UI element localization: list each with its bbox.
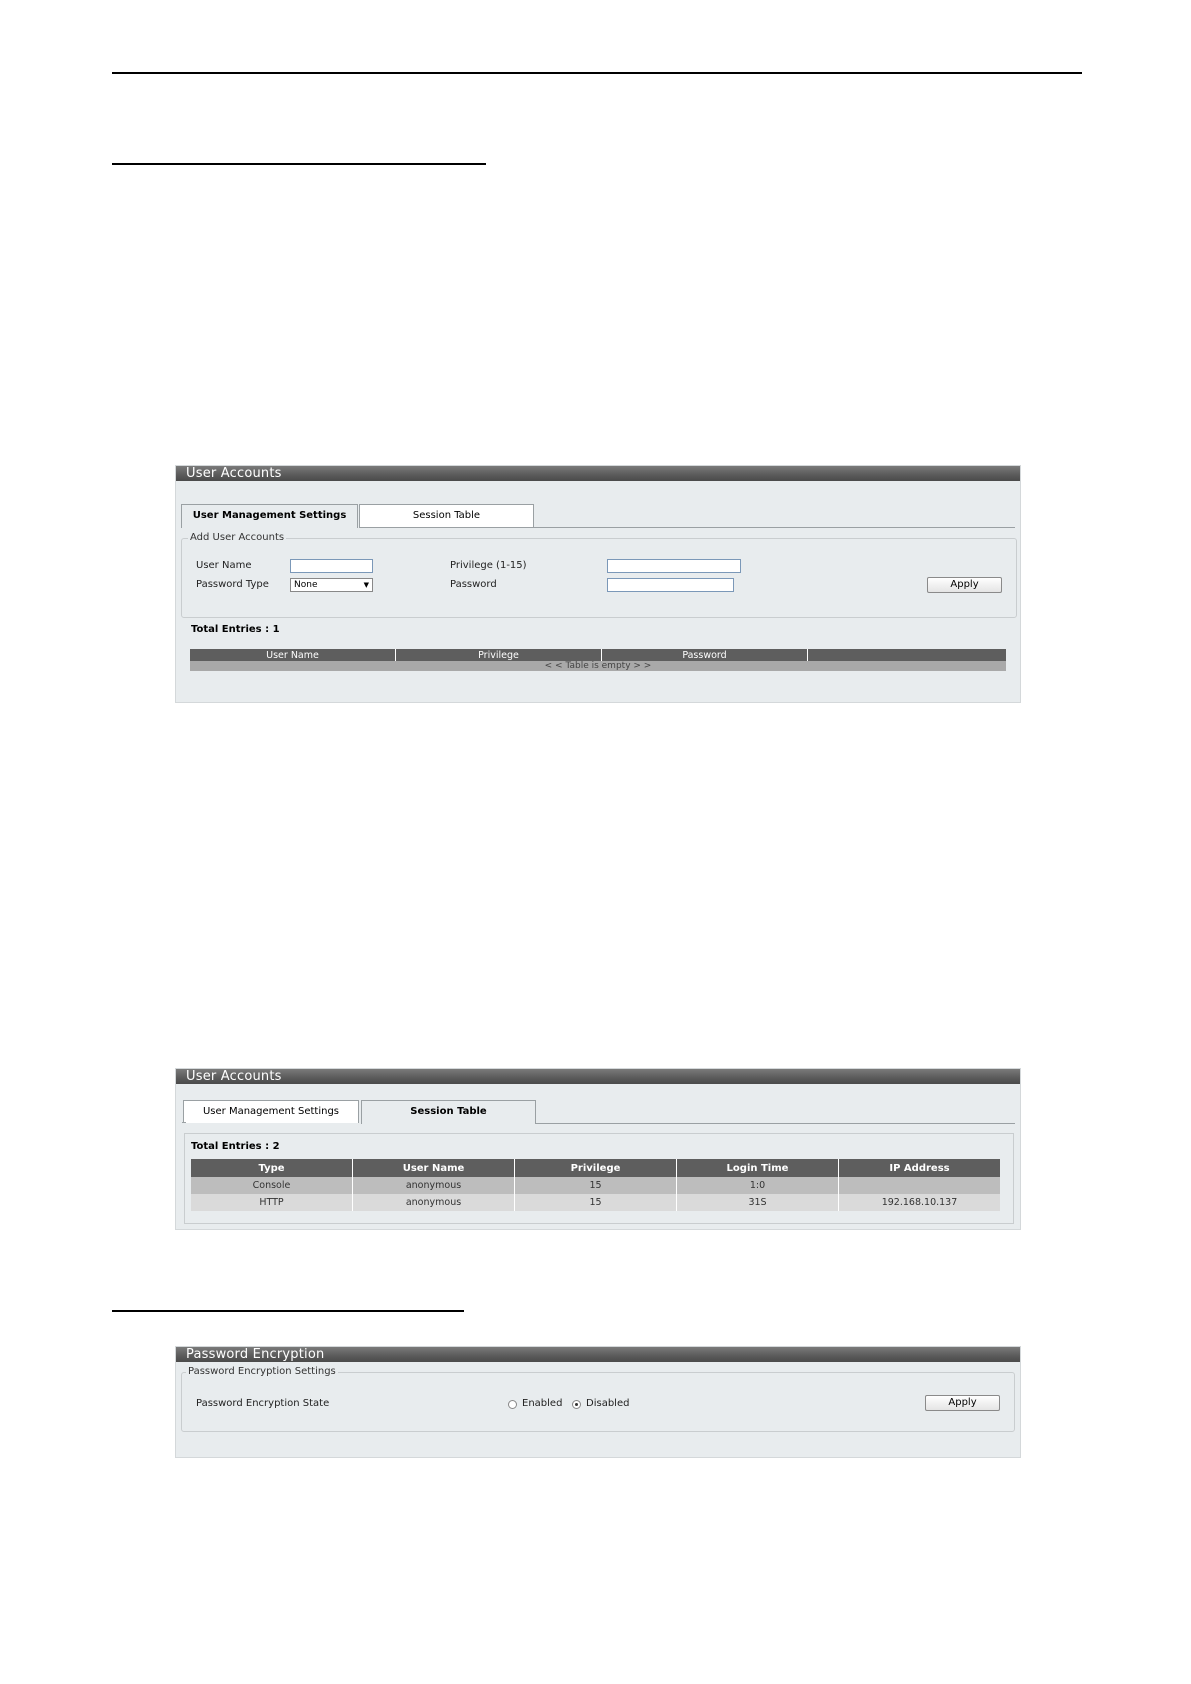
tab-session-table[interactable]: Session Table — [361, 1100, 536, 1124]
total-entries: Total Entries : 2 — [191, 1141, 280, 1152]
password-encryption-fieldset — [181, 1366, 1015, 1432]
apply-button[interactable]: Apply — [927, 577, 1002, 593]
privilege-label: Privilege (1-15) — [450, 560, 527, 571]
apply-button[interactable]: Apply — [925, 1395, 1000, 1411]
fieldset-legend: Password Encryption Settings — [188, 1366, 336, 1377]
tab-bar — [181, 504, 1015, 528]
table-cell: Console — [191, 1177, 353, 1194]
user-name-label: User Name — [196, 560, 252, 571]
column-header — [808, 649, 1007, 661]
tab-divider — [182, 1122, 186, 1123]
column-header: User Name — [190, 649, 396, 661]
privilege-input[interactable] — [607, 559, 741, 573]
password-type-label: Password Type — [196, 579, 269, 590]
table-cell: 15 — [515, 1194, 677, 1211]
panel-title: Password Encryption — [176, 1347, 1020, 1362]
disabled-radio[interactable] — [572, 1400, 581, 1409]
password-encryption-panel — [175, 1346, 1021, 1458]
tab-bar — [181, 1100, 1015, 1124]
user-accounts-table — [190, 649, 1006, 671]
user-accounts-panel — [175, 465, 1021, 703]
password-type-value: None — [294, 580, 318, 590]
column-header: User Name — [353, 1159, 515, 1177]
table-row — [190, 661, 1006, 671]
tab-divider — [359, 527, 1015, 528]
column-header: IP Address — [839, 1159, 1001, 1177]
fieldset-legend: Add User Accounts — [190, 532, 285, 543]
table-cell: HTTP — [191, 1194, 353, 1211]
table-row — [191, 1177, 1000, 1194]
password-label: Password — [450, 579, 497, 590]
add-user-accounts-fieldset — [181, 532, 1017, 618]
panel-title: User Accounts — [176, 466, 1020, 481]
password-type-select[interactable] — [290, 578, 373, 592]
column-header: Password — [602, 649, 808, 661]
encryption-state-label: Password Encryption State — [196, 1398, 330, 1409]
column-header: Privilege — [515, 1159, 677, 1177]
column-header: Privilege — [396, 649, 602, 661]
password-input[interactable] — [607, 578, 734, 592]
column-header: Type — [191, 1159, 353, 1177]
enabled-radio[interactable] — [508, 1400, 517, 1409]
tab-session-table[interactable]: Session Table — [359, 504, 534, 527]
user-name-input[interactable] — [290, 559, 373, 573]
table-cell: 31S — [677, 1194, 839, 1211]
table-row — [191, 1194, 1000, 1211]
page-header-rule — [112, 72, 1082, 74]
table-cell — [839, 1177, 1001, 1194]
disabled-radio-label[interactable]: Disabled — [586, 1398, 630, 1409]
enabled-radio-label[interactable]: Enabled — [522, 1398, 563, 1409]
session-table — [191, 1159, 1000, 1211]
table-cell: anonymous — [353, 1194, 515, 1211]
tab-user-management-settings[interactable]: User Management Settings — [183, 1100, 359, 1123]
total-entries: Total Entries : 1 — [191, 624, 280, 635]
tab-divider — [535, 1123, 1015, 1124]
panel-title: User Accounts — [176, 1069, 1020, 1084]
column-header: Login Time — [677, 1159, 839, 1177]
table-empty-message: < < Table is empty > > — [190, 661, 1006, 671]
table-cell: 15 — [515, 1177, 677, 1194]
section-heading-rule — [112, 1310, 464, 1312]
table-cell: anonymous — [353, 1177, 515, 1194]
chevron-down-icon: ▼ — [363, 581, 369, 589]
user-accounts-session-panel — [175, 1068, 1021, 1230]
section-heading-rule — [112, 163, 486, 165]
table-cell: 192.168.10.137 — [839, 1194, 1001, 1211]
table-cell: 1:0 — [677, 1177, 839, 1194]
tab-user-management-settings[interactable]: User Management Settings — [181, 504, 358, 528]
